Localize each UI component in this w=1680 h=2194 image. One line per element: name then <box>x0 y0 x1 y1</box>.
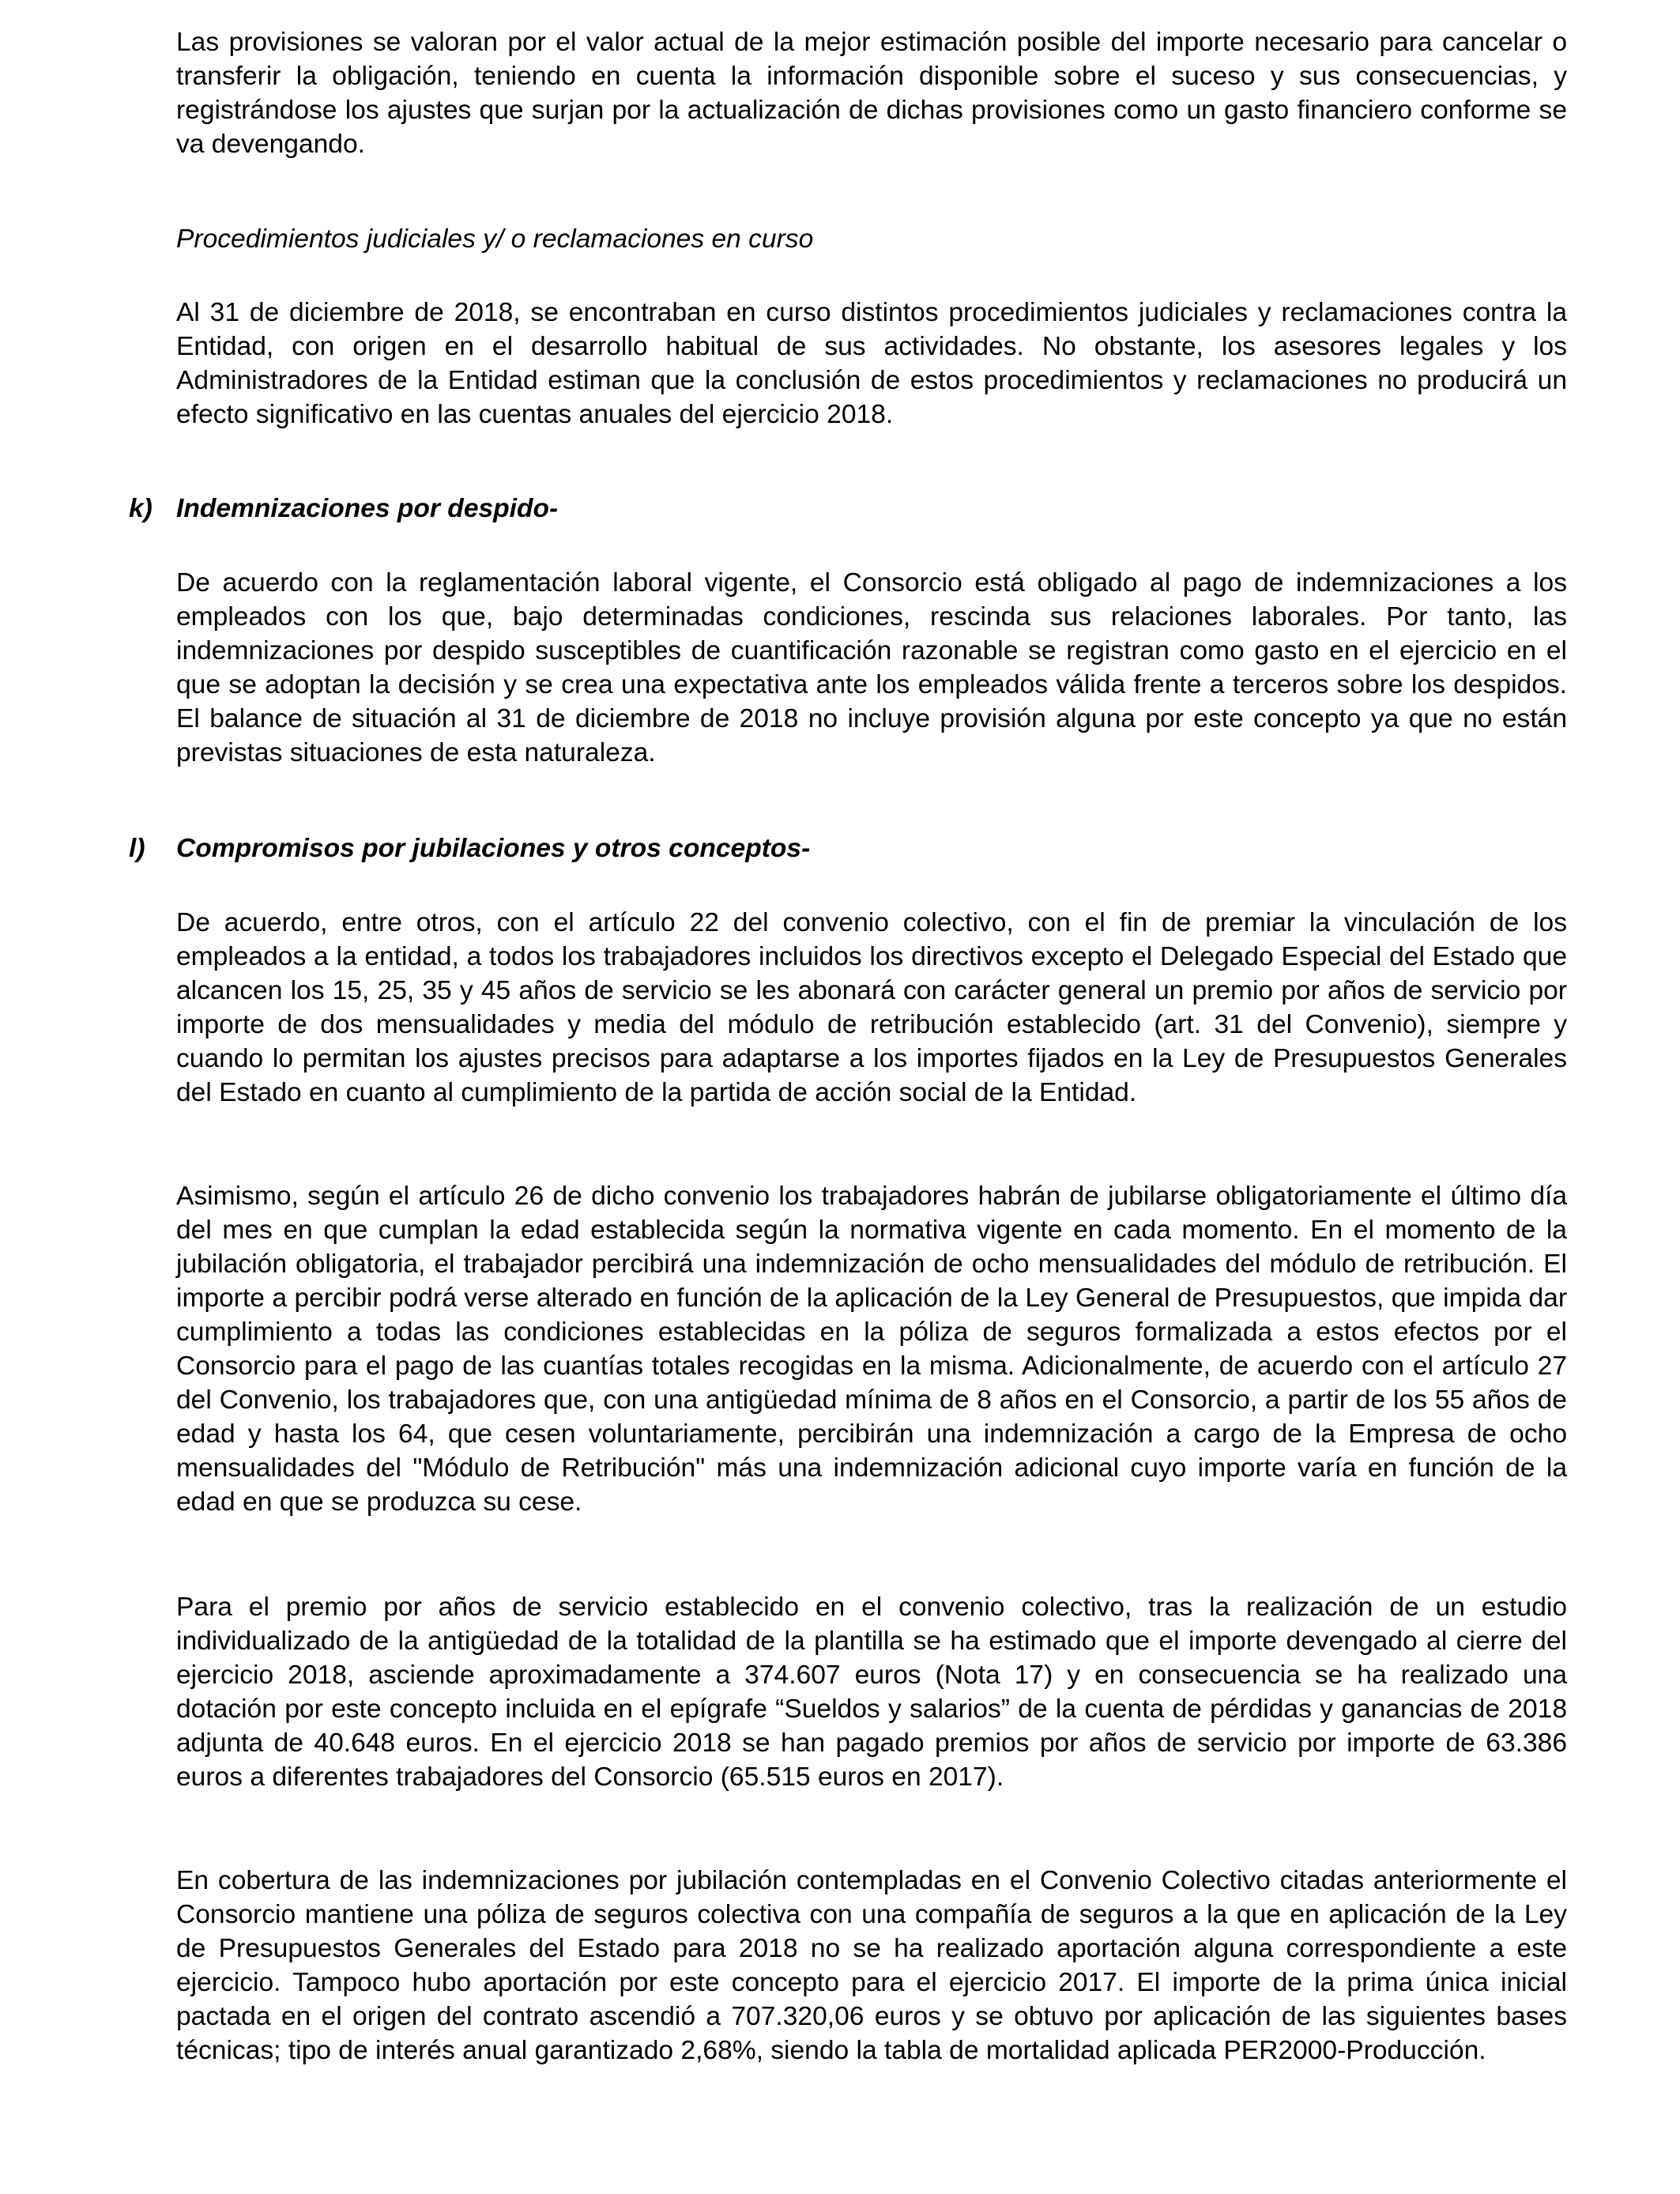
section-title-l: Compromisos por jubilaciones y otros conceptos- <box>176 834 811 863</box>
paragraph-jubilacion-obligatoria: Asimismo, según el artículo 26 de dicho convenio los trabajadores habrán de jubilarse obligatoriamente el último día del mes en que cumplan la edad establecida según la normativa vigente en cada momento. En el momento de la jubilación obligatoria, el trabajador percibirá una indemnización de ocho mensualidades del módulo de retribución. El importe a percibir podrá verse alterado en función de la aplicación de la Ley General de Presupuestos, que impida dar cumplimiento a todas las condiciones establecidas en la póliza de seguros formalizada a estos efectos por el Consorcio para el pago de las cuantías totales recogidas en la misma. Adicionalmente, de acuerdo con el artículo 27 del Convenio, los trabajadores que, con una antigüedad mínima de 8 años en el Consorcio, a partir de los 55 años de edad y hasta los 64, que cesen voluntariamente, percibirán una indemnización a cargo de la Empresa de ocho mensualidades del "Módulo de Retribución" más una indemnización adicional cuyo importe varía en función de la edad en que se produzca su cese. <box>176 1182 1567 1517</box>
paragraph-importe-devengado: Para el premio por años de servicio establecido en el convenio colectivo, tras la realización de un estudio individualizado de la antigüedad de la totalidad de la plantilla se ha estimado que el importe devengado al cierre del ejercicio 2018, asciende aproximadamente a 374.607 euros (Nota 17) y en consecuencia se ha realizado una dotación por este concepto incluida en el epígrafe “Sueldos y salarios” de la cuenta de pérdidas y ganancias de 2018 adjunta de 40.648 euros. En el ejercicio 2018 se han pagado premios por años de servicio por importe de 63.386 euros a diferentes trabajadores del Consorcio (65.515 euros en 2017). <box>176 1593 1567 1792</box>
paragraph-indemnizaciones-despido: De acuerdo con la reglamentación laboral vigente, el Consorcio está obligado al pago de indemnizaciones a los empleados con los que, bajo determinadas condiciones, rescinda sus relaciones laborales. Por tanto, las indemnizaciones por despido susceptibles de cuantificación razonable se registran como gasto en el ejercicio en el que se adoptan la decisión y se crea una expectativa ante los empleados válida frente a terceros sobre los despidos. El balance de situación al 31 de diciembre de 2018 no incluye provisión alguna por este concepto ya que no están previstas situaciones de esta naturaleza. <box>176 568 1567 767</box>
section-title-k: Indemnizaciones por despido- <box>176 494 559 523</box>
section-letter-k: k) <box>129 494 153 523</box>
paragraph-provisiones-valoracion: Las provisiones se valoran por el valor actual de la mejor estimación posible del importe necesario para cancelar o transferir la obligación, teniendo en cuenta la información disponible sobre el suceso y sus consecuencias, y registrándose los ajustes que surjan por la actualización de dichas provisiones como un gasto financiero conforme se va devengando. <box>176 28 1567 159</box>
paragraph-premio-anos-servicio: De acuerdo, entre otros, con el artículo 22 del convenio colectivo, con el fin de premiar la vinculación de los empleados a la entidad, a todos los trabajadores incluidos los directivos excepto el Delegado Especial del Estado que alcancen los 15, 25, 35 y 45 años de servicio se les abonará con carácter general un premio por años de servicio por importe de dos mensualidades y media del módulo de retribución establecido (art. 31 del Convenio), siempre y cuando lo permitan los ajustes precisos para adaptarse a los importes fijados en la Ley de Presupuestos Generales del Estado en cuanto al cumplimiento de la partida de acción social de la Entidad. <box>176 908 1567 1107</box>
section-heading-l <box>129 831 1567 865</box>
section-heading-k <box>129 492 1567 526</box>
section-letter-l: l) <box>129 834 145 863</box>
paragraph-poliza-seguros: En cobertura de las indemnizaciones por jubilación contempladas en el Convenio Colectivo citadas anteriormente el Consorcio mantiene una póliza de seguros colectiva con una compañía de seguros a la que en aplicación de la Ley de Presupuestos Generales del Estado para 2018 no se ha realizado aportación alguna correspondiente a este ejercicio. Tampoco hubo aportación por este concepto para el ejercicio 2017. El importe de la prima única inicial pactada en el origen del contrato ascendió a 707.320,06 euros y se obtuvo por aplicación de las siguientes bases técnicas; tipo de interés anual garantizado 2,68%, siendo la tabla de mortalidad aplicada PER2000-Producción. <box>176 1866 1567 2065</box>
subheading-procedimientos-judiciales: Procedimientos judiciales y/ o reclamaciones en curso <box>176 224 814 254</box>
paragraph-procedimientos-judiciales: Al 31 de diciembre de 2018, se encontraban en curso distintos procedimientos judiciales y reclamaciones contra la Entidad, con origen en el desarrollo habitual de sus actividades. No obstante, los asesores legales y los Administradores de la Entidad estiman que la conclusión de estos procedimientos y reclamaciones no producirá un efecto significativo en las cuentas anuales del ejercicio 2018. <box>176 298 1567 429</box>
